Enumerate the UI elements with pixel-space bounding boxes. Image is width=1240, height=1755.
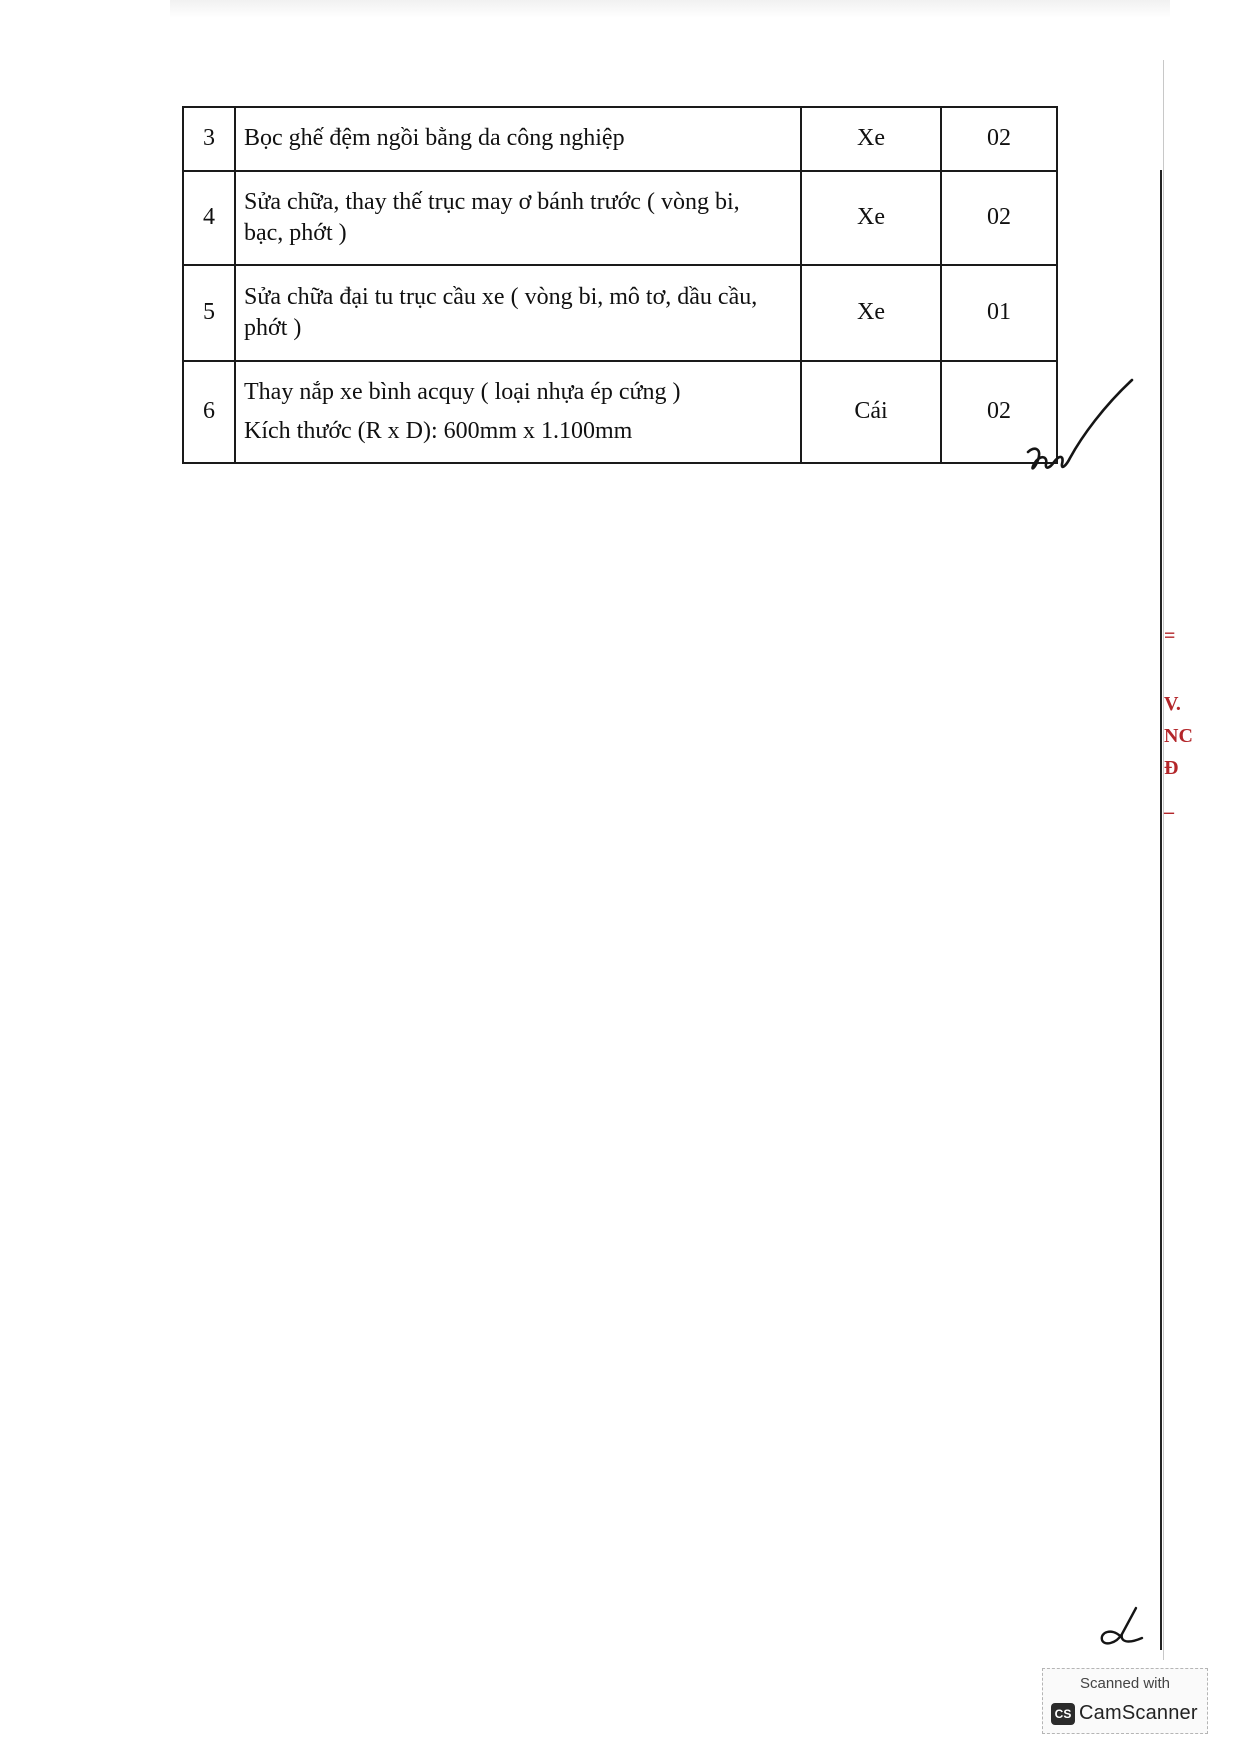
row-number: 6: [183, 361, 235, 463]
row-number: 4: [183, 171, 235, 265]
row-description: [235, 107, 801, 171]
table-row: [183, 107, 1057, 171]
description-line: bạc, phớt ): [244, 220, 347, 246]
row-unit: Xe: [801, 107, 941, 171]
watermark-caption: Scanned with: [1079, 1675, 1171, 1692]
table-row: [183, 265, 1057, 361]
description-line: Thay nắp xe bình acquy ( loại nhựa ép cứng ): [244, 378, 681, 405]
margin-stamp-fragment: [1162, 625, 1192, 845]
description-line: phớt ): [244, 315, 302, 341]
row-unit: Xe: [801, 265, 941, 361]
initial-mark: [1090, 1600, 1150, 1650]
watermark-brand: CamScanner: [1079, 1702, 1198, 1724]
row-number: 5: [183, 265, 235, 361]
row-quantity: 02: [941, 171, 1057, 265]
row-number: 3: [183, 107, 235, 171]
stamp-text: NC: [1164, 725, 1193, 747]
row-description: [235, 171, 801, 265]
items-table: [182, 106, 1058, 464]
description-line: Sửa chữa, thay thế trục may ơ bánh trước ( vòng bi,: [244, 188, 740, 215]
description-line: Sửa chữa đại tu trục cầu xe ( vòng bi, mô tơ, dầu cầu,: [244, 283, 758, 310]
row-unit: Xe: [801, 171, 941, 265]
table-row: [183, 361, 1057, 463]
row-quantity: 02: [941, 107, 1057, 171]
row-description: [235, 265, 801, 361]
stamp-dash: =: [1164, 625, 1176, 647]
description-line: Kích thước (R x D): 600mm x 1.100mm: [244, 418, 633, 444]
row-quantity: 01: [941, 265, 1057, 361]
scan-edge-shadow: [1163, 60, 1164, 1660]
table-row: [183, 171, 1057, 265]
stamp-text: Đ: [1164, 757, 1179, 779]
row-description: [235, 361, 801, 463]
signature-mark: [1020, 372, 1140, 482]
row-unit: Cái: [801, 361, 941, 463]
row-quantity: 02: [941, 361, 1057, 463]
description-line: Bọc ghế đệm ngồi bằng da công nghiệp: [244, 125, 625, 152]
stamp-dash: –: [1164, 801, 1174, 823]
camscanner-watermark: [1042, 1668, 1208, 1734]
stamp-text: V.: [1164, 693, 1181, 715]
camscanner-logo-icon: CS: [1051, 1703, 1075, 1725]
page-edge-line: [1160, 170, 1162, 1650]
scan-shadow: [170, 0, 1170, 18]
